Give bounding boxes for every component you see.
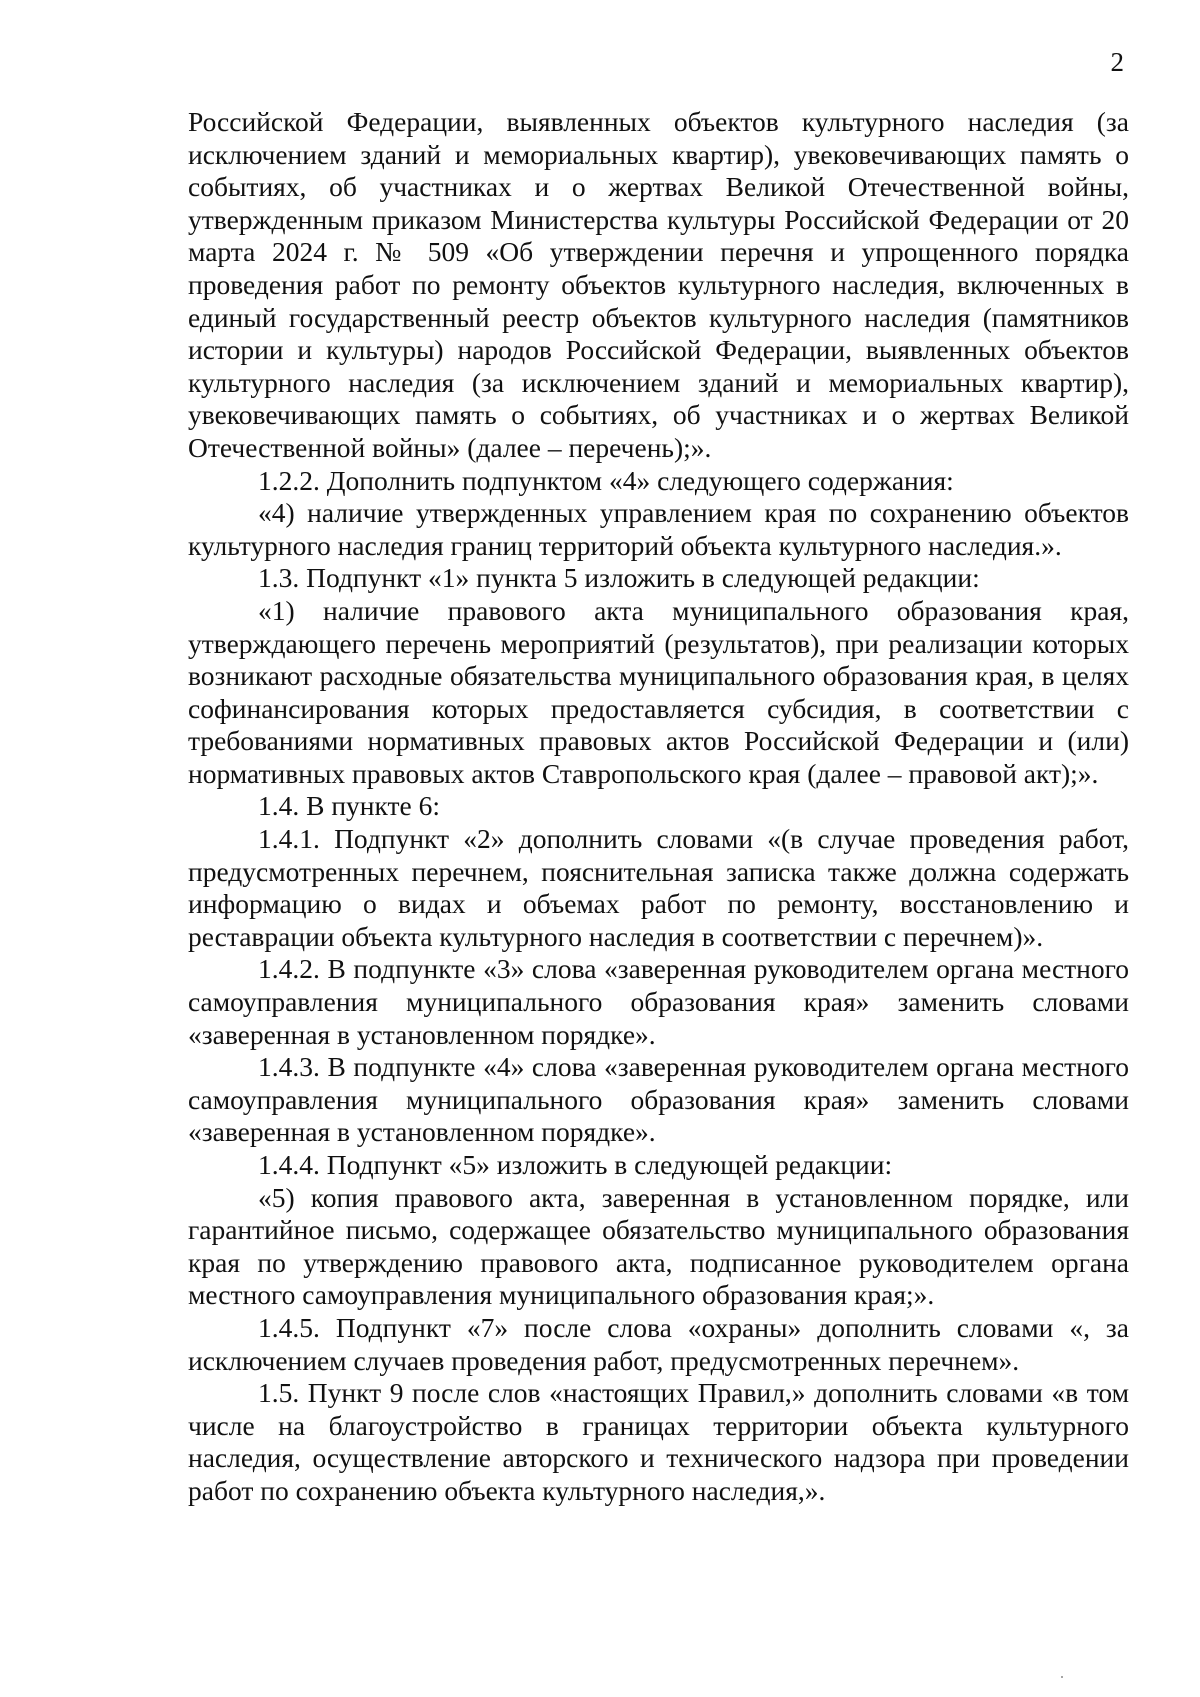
paragraph-1-4: 1.4. В пункте 6:: [258, 790, 441, 822]
paragraph-continuation: Российской Федерации, выявленных объектов культурного наследия (за исключением зданий и мемориальных квартир), увековечивающих память о событиях, об участниках и о жертвах Великой Отечественной войны, утвержденным приказом Министерства культуры Российской Федерации от 20 марта 2024 г. № 509 «Об утверждении перечня и упрощенного порядка проведения работ по ремонту объектов культурного наследия, включенных в единый государственный реестр объектов культурного наследия (памятников истории и культуры) народов Российской Федерации, выявленных объектов культурного наследия (за исключением зданий и мемориальных квартир), увековечивающих память о событиях, об участниках и о жертвах Великой Отечественной войны» (далее – перечень);».: [188, 106, 1129, 463]
paragraph-1-4-3: 1.4.3. В подпункте «4» слова «заверенная руководителем органа местного самоуправления муниципального образования края» заменить словами «заверенная в установленном порядке».: [188, 1051, 1129, 1148]
scan-speck: [1061, 1676, 1063, 1678]
paragraph-1-5: 1.5. Пункт 9 после слов «настоящих Правил,» дополнить словами «в том числе на благоустройство в границах территории объекта культурного наследия, осуществление авторского и технического надзора при проведении работ по сохранению объекта культурного наследия,».: [188, 1377, 1129, 1506]
paragraph-1-4-5: 1.4.5. Подпункт «7» после слова «охраны» дополнить словами «, за исключением случаев проведения работ, предусмотренных перечнем».: [188, 1311, 1129, 1376]
paragraph-1-4-1: 1.4.1. Подпункт «2» дополнить словами «(в случае проведения работ, предусмотренных перечнем, пояснительная записка также должна содержать информацию о видах и объемах работ по ремонту, восстановлению и реставрации объекта культурного наследия в соответствии с перечнем)».: [188, 823, 1129, 952]
paragraph-subitem-1: «1) наличие правового акта муниципального образования края, утверждающего перечень мероприятий (результатов), при реализации которых возникают расходные обязательства муниципального образования края, в целях софинансирования которых предоставляется субсидия, в соответствии с требованиями нормативных правовых актов Российской Федерации и (или) нормативных правовых актов Ставропольского края (далее – правовой акт);».: [188, 594, 1129, 789]
paragraph-1-3: 1.3. Подпункт «1» пункта 5 изложить в следующей редакции:: [258, 562, 980, 594]
paragraph-1-4-2: 1.4.2. В подпункте «3» слова «заверенная руководителем органа местного самоуправления муниципального образования края» заменить словами «заверенная в установленном порядке».: [188, 953, 1129, 1050]
paragraph-1-4-4: 1.4.4. Подпункт «5» изложить в следующей редакции:: [258, 1149, 893, 1180]
paragraph-subitem-5: «5) копия правового акта, заверенная в установленном порядке, или гарантийное письмо, содержащее обязательство муниципального образования края по утверждению правового акта, подписанное руководителем органа местного самоуправления муниципального образования края;».: [188, 1181, 1129, 1311]
page-number: 2: [1110, 47, 1124, 77]
document-body: [188, 106, 1129, 1508]
paragraph-1-2-2: 1.2.2. Дополнить подпунктом «4» следующего содержания:: [258, 464, 954, 496]
paragraph-subitem-4: «4) наличие утвержденных управлением края по сохранению объектов культурного наследия границ территорий объекта культурного наследия.».: [188, 497, 1129, 561]
